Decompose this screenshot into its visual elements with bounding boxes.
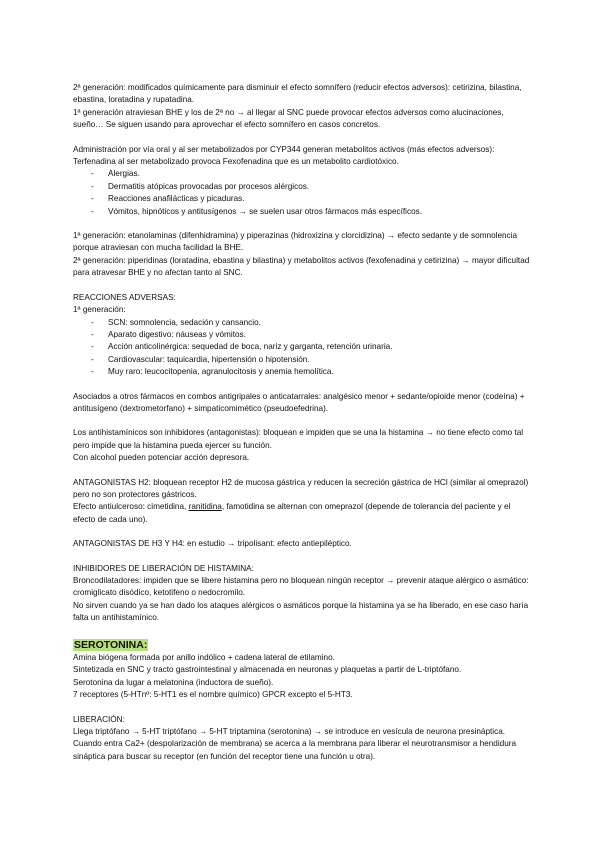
paragraph: 1ª generación: etanolaminas (difenhidramina) y piperazinas (hidroxizina y clorcidizina) → efecto sedante y de somnolencia porque atraviesan con mucha facilidad la BHE. (73, 231, 518, 253)
list-item: - Muy raro: leucocitopenia, agranulocitosis y anemia hemolítica. (73, 366, 533, 378)
paragraph: 2ª generación: modificados químicamente para disminuir el efecto somnífero (reducir efectos adversos): cetirizina, bilastina, ebastina, loratadina y rupatadina. (73, 83, 522, 105)
list-item: - Acción anticolinérgica: sequedad de boca, nariz y garganta, retención urinaria. (73, 341, 533, 353)
paragraph: Con alcohol pueden potenciar acción depresora. (73, 453, 250, 463)
list-item: - Dermatitis atópicas provocadas por procesos alérgicos. (73, 181, 533, 193)
document-page (73, 82, 533, 763)
list-item: - Vómitos, hipnóticos y antitusígenos → se suelen usar otros fármacos más específicos. (73, 206, 533, 218)
paragraph: Asociados a otros fármacos en combos antigripales o anticatarrales: analgésico menor + sedante/opioide menor (codeína) + antitusígeno (dextrometorfano) + simpaticomimético (pseudoefedrina). (73, 391, 525, 413)
indications-list (73, 168, 533, 218)
paragraph: 7 receptores (5-HTnº: 5-HT1 es el nombre químico) GPCR excepto el 5-HT3. (73, 690, 353, 700)
list-item: - Alergias. (73, 168, 533, 180)
list-item: - SCN: somnolencia, sedación y cansancio. (73, 317, 533, 329)
paragraph: Llega triptófano → 5-HT triptófano → 5-HT triptamina (serotonina) → se introduce en vesícula de neurona presináptica. Cuando entra Ca2+ (despolarización de membrana) se acerca a la membrana para liberar el neurotransmisor a hendidura sináptica para buscar su receptor (en función del receptor tiene una función u otra). (73, 727, 517, 761)
text-span: , famotidina se alternan con omeprazol (depende de tolerancia del paciente y el efecto de cada uno). (73, 502, 511, 524)
paragraph: 2ª generación: piperidinas (loratadina, ebastina y bilastina) y metabolitos activos (fexofenadina y cetirizina) → mayor dificultad para atravesar BHE y no afectan tanto al SNC. (73, 255, 530, 278)
subheading: 1ª generación: (73, 305, 126, 315)
underlined-term: ranitidina (188, 502, 222, 512)
section-heading: INHIBIDORES DE LIBERACIÓN DE HISTAMINA: (73, 563, 254, 573)
text-span: Efecto antiulceroso: cimetidina, (73, 502, 189, 512)
paragraph: ANTAGONISTAS H2: bloquean receptor H2 de mucosa gástrica y reducen la secreción gástrica de HCl (similar al omeprazol) pero no son protectores gástricos. (73, 477, 529, 499)
list-item: - Cardiovascular: taquicardia, hipertensión o hipotensión. (73, 354, 533, 366)
highlighted-title: SEROTONINA: (74, 638, 148, 651)
paragraph: Los antihistamínicos son inhibidores (antagonistas): bloquean e impiden que se una la histamina → no tiene efecto como tal pero impide que la histamina pueda ejercer su función. (73, 428, 524, 450)
adverse-reactions-list (73, 317, 533, 379)
serotonina-heading (73, 639, 533, 652)
list-item: - Aparato digestivo: náuseas y vómitos. (73, 329, 533, 341)
list-item: - Reacciones anafilácticas y picaduras. (73, 193, 533, 205)
paragraph: Amina biógena formada por anillo indólico + cadena lateral de etilamino. (73, 653, 335, 663)
paragraph: 1ª generación atraviesan BHE y los de 2ª no → al llegar al SNC puede provocar efectos adversos como alucinaciones, sueño… Se siguen usando para aprovechar el efecto somnífero en casos concretos. (73, 107, 504, 130)
section-heading: REACCIONES ADVERSAS: (73, 292, 176, 302)
paragraph (73, 501, 533, 526)
section-heading: LIBERACIÓN: (73, 714, 125, 724)
paragraph: Broncodilatadores: impiden que se libere histamina pero no bloquean ningún receptor → prevenir ataque alérgico o asmático: cromiglicato disódico, ketotifeno o nedocromilo. (73, 576, 529, 598)
paragraph: Serotonina da lugar a melatonina (inductora de sueño). (73, 677, 274, 687)
paragraph: No sirven cuando ya se han dado los ataques alérgicos o asmáticos porque la histamina ya se ha liberado, en ese caso haría falta un antihistamínico. (73, 600, 529, 623)
paragraph: Terfenadina al ser metabolizado provoca Fexofenadina que es un metabolito cardiotóxico. (73, 157, 399, 167)
paragraph: ANTAGONISTAS DE H3 Y H4: en estudio → tripolisant: efecto antiepiléptico. (73, 539, 352, 549)
paragraph: Sintetizada en SNC y tracto gastrointestinal y almacenada en neuronas y plaquetas a partir de L-triptófano. (73, 665, 462, 675)
paragraph: Administración por vía oral y al ser metabolizados por CYP344 generan metabolitos activos (más efectos adversos): (73, 144, 495, 154)
